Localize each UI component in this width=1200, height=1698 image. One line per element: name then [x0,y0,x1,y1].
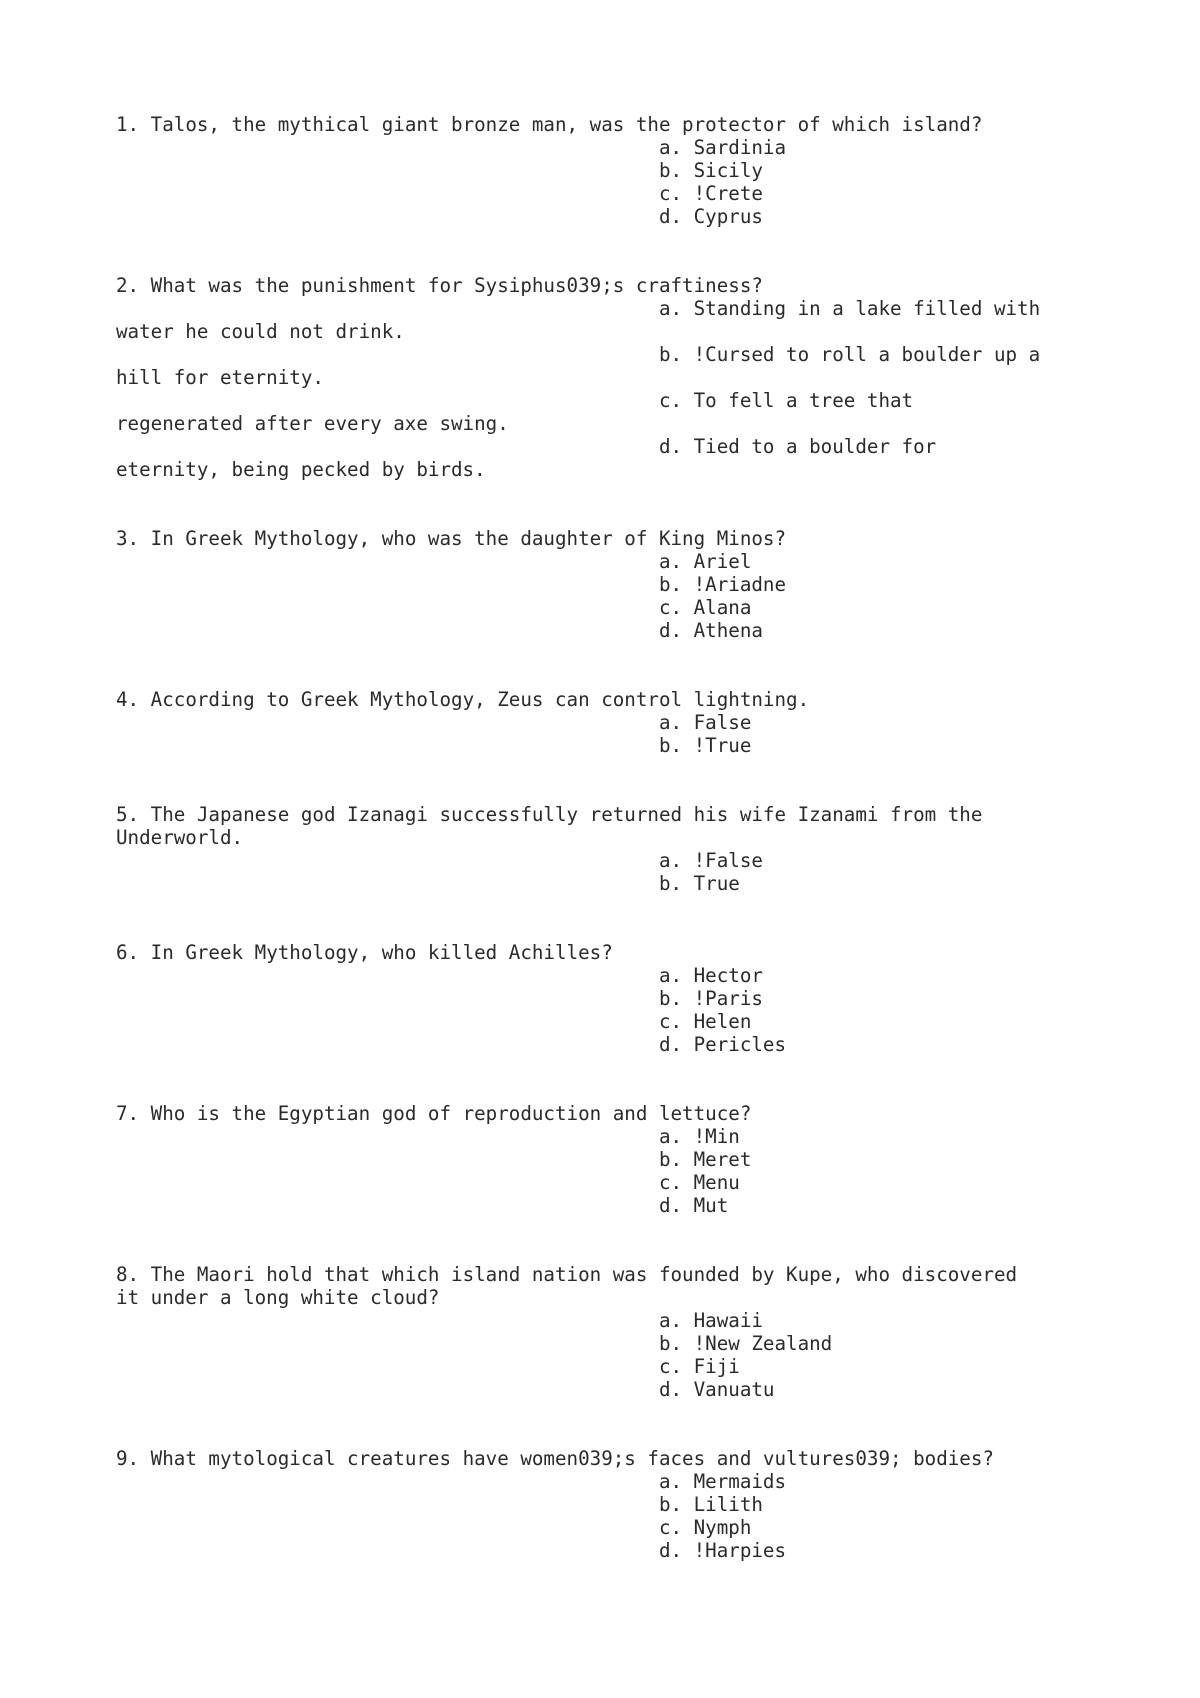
answer-option [116,1493,763,1516]
option-text: Nymph [693,1516,752,1539]
option-letter: b. [658,573,683,596]
option-letter: a. [658,849,683,872]
answer-option [116,619,763,642]
option-text: False [693,711,752,734]
option-text: Hector [693,964,763,987]
option-text: To fell a tree that [693,389,914,412]
option-letter: b. [658,343,683,366]
answer-option [116,711,751,734]
question-text: Who is the Egyptian god of reproduction and lettuce? [150,1102,752,1125]
option-text: Alana [693,596,752,619]
option-text: !Cursed to roll a boulder up a [693,343,1041,366]
question-number: 3. [116,527,140,550]
option-text: Sicily [693,159,763,182]
option-letter: d. [658,619,683,642]
option-letter: a. [658,711,683,734]
answer-option [116,550,751,573]
option-text: Ariel [693,550,752,573]
option-text: Athena [693,619,763,642]
question-number: 7. [116,1102,140,1125]
question-number: 1. [116,113,140,136]
answer-option [116,389,913,435]
option-text: Vanuatu [693,1378,775,1401]
question-text: In Greek Mythology, who killed Achilles? [150,941,613,964]
answer-option [116,1378,774,1401]
answer-option [116,1033,786,1056]
answer-option [116,159,763,182]
option-text: Standing in a lake filled with [693,297,1041,320]
option-letter: d. [658,1378,683,1401]
option-text: Helen [693,1010,752,1033]
option-letter: c. [658,1355,683,1378]
question-block [116,1102,751,1217]
question-block [116,1447,994,1562]
answer-option [116,1194,728,1217]
answer-option [116,573,786,596]
question-text: Talos, the mythical giant bronze man, was the protector of which island? [150,113,983,136]
question-block [116,274,1040,481]
option-letter: c. [658,182,683,205]
option-text: !False [693,849,763,872]
option-text: True [693,872,740,895]
answer-option [116,182,763,205]
question-number: 4. [116,688,140,711]
question-block [116,941,786,1056]
question-text: The Japanese god Izanagi successfully returned his wife Izanami from the [150,803,983,826]
option-letter: a. [658,136,683,159]
option-text: !Min [693,1125,740,1148]
answer-option [116,1332,832,1355]
option-text: Mermaids [693,1470,787,1493]
answer-option [116,1516,751,1539]
option-letter: c. [658,1010,683,1033]
option-letter: a. [658,1309,683,1332]
question-block [116,688,809,757]
question-text: What was the punishment for Sysiphus039;s craftiness? [150,274,763,297]
option-letter: d. [658,205,683,228]
answer-option [116,297,1040,343]
option-letter: b. [658,734,683,757]
option-letter: b. [658,1493,683,1516]
option-letter: b. [658,1148,683,1171]
option-letter: d. [658,435,683,458]
question-text-continued: it under a long white cloud? [116,1286,440,1309]
answer-option [116,435,936,481]
option-text: !Crete [693,182,763,205]
question-number: 5. [116,803,140,826]
question-number: 2. [116,274,140,297]
option-text: Fiji [693,1355,740,1378]
option-text: Sardinia [693,136,787,159]
question-block [116,803,982,895]
option-letter: a. [658,964,683,987]
option-text: Tied to a boulder for [693,435,937,458]
option-letter: c. [658,389,683,412]
question-text: What mytological creatures have women039;s faces and vultures039; bodies? [150,1447,994,1470]
option-text: Mut [693,1194,729,1217]
question-number: 8. [116,1263,140,1286]
option-text-continued: hill for eternity. [116,366,324,389]
option-text: Hawaii [693,1309,763,1332]
option-text-continued: regenerated after every axe swing. [116,412,509,435]
option-letter: a. [658,1470,683,1493]
answer-option [116,1171,740,1194]
option-text: !Harpies [693,1539,787,1562]
answer-option [116,1355,740,1378]
answer-option [116,734,751,757]
option-text: Menu [693,1171,740,1194]
answer-option [116,1539,786,1562]
option-letter: a. [658,1125,683,1148]
option-letter: d. [658,1539,683,1562]
answer-option [116,964,763,987]
option-letter: a. [658,550,683,573]
option-text: Pericles [693,1033,787,1056]
question-block [116,527,786,642]
answer-option [116,849,763,872]
answer-option [116,1125,740,1148]
option-letter: b. [658,987,683,1010]
answer-option [116,1470,786,1493]
answer-option [116,1309,763,1332]
option-text-continued: water he could not drink. [116,320,405,343]
option-text-continued: eternity, being pecked by birds. [116,458,486,481]
option-text: Lilith [693,1493,763,1516]
answer-option [116,136,786,159]
answer-option [116,1148,751,1171]
question-block [116,113,982,228]
question-text: In Greek Mythology, who was the daughter of King Minos? [150,527,787,550]
question-text-continued: Underworld. [116,826,244,849]
option-text: !New Zealand [693,1332,833,1355]
answer-option [116,872,740,895]
answer-option [116,343,1040,389]
question-block [116,1263,1017,1401]
option-text: Meret [693,1148,752,1171]
option-text: !Paris [693,987,763,1010]
question-text: According to Greek Mythology, Zeus can control lightning. [150,688,810,711]
option-text: Cyprus [693,205,763,228]
option-letter: b. [658,159,683,182]
option-text: !True [693,734,752,757]
answer-option [116,596,751,619]
option-text: !Ariadne [693,573,787,596]
option-letter: b. [658,872,683,895]
option-letter: a. [658,297,683,320]
question-number: 9. [116,1447,140,1470]
option-letter: d. [658,1194,683,1217]
answer-option [116,987,763,1010]
answer-option [116,205,763,228]
option-letter: c. [658,596,683,619]
option-letter: b. [658,1332,683,1355]
option-letter: d. [658,1033,683,1056]
quiz-document [116,113,1040,1562]
option-letter: c. [658,1171,683,1194]
option-letter: c. [658,1516,683,1539]
answer-option [116,1010,751,1033]
question-text: The Maori hold that which island nation was founded by Kupe, who discovered [150,1263,1018,1286]
question-number: 6. [116,941,140,964]
